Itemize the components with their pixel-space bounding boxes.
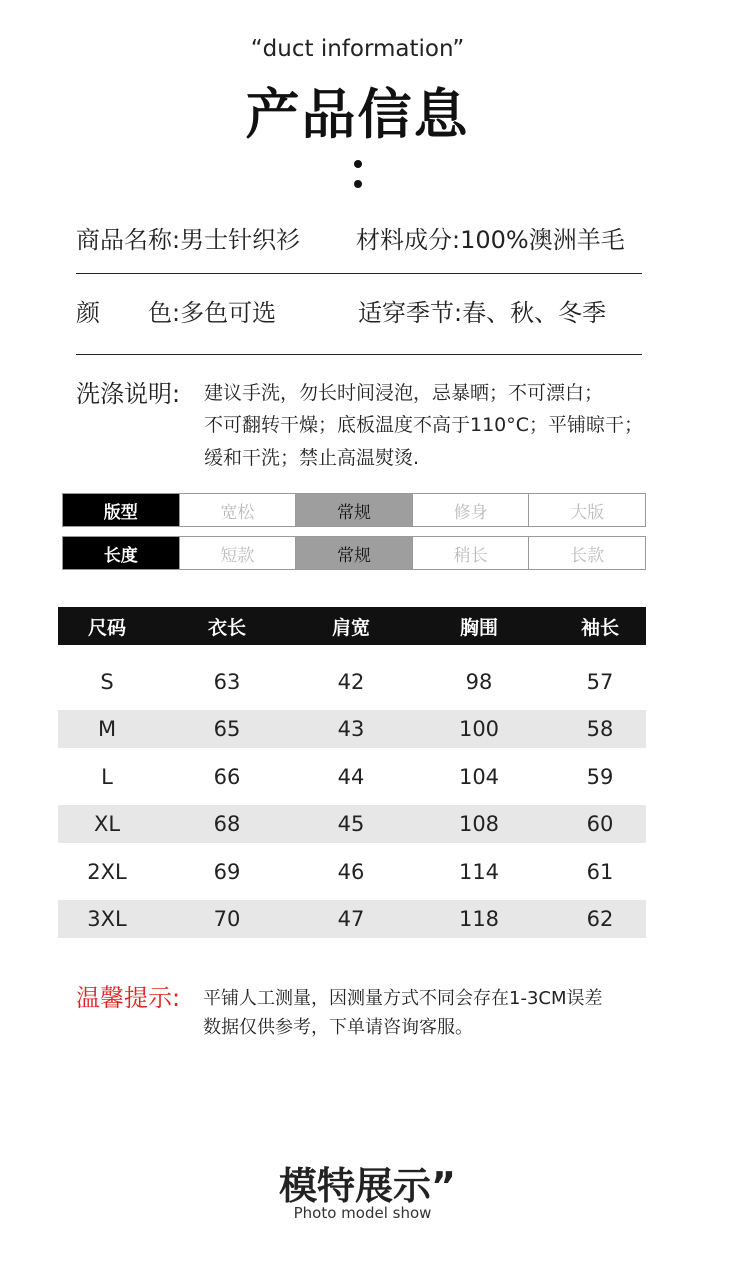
- size-table-header: [58, 607, 646, 645]
- table-row: [58, 853, 646, 891]
- tip-line: 平铺人工测量，因测量方式不同会存在1-3CM误差: [203, 988, 603, 1009]
- header-shoulder: 肩宽: [331, 616, 370, 639]
- tip-line: 数据仅供参考，下单请咨询客服。: [203, 1017, 473, 1038]
- shoulder-cell: 42: [337, 670, 365, 694]
- shoulder-cell: 43: [337, 717, 365, 741]
- length-cell: 69: [213, 860, 241, 884]
- size-cell: 2XL: [87, 860, 127, 884]
- model-section-subtitle: Photo model show: [293, 1204, 432, 1222]
- length-cell: 66: [213, 765, 241, 789]
- material-label: 材料成分:: [356, 226, 461, 254]
- length-cell: 68: [213, 812, 241, 836]
- washing-line: 建议手洗，勿长时间浸泡，忌暴晒；不可漂白；: [204, 382, 604, 404]
- shoulder-cell: 47: [337, 907, 365, 931]
- length-cell: 65: [213, 717, 241, 741]
- fit-option-loose: 宽松: [179, 494, 296, 526]
- name-value: 男士针织衫: [180, 226, 301, 254]
- table-row: [58, 758, 646, 796]
- length-label: 长度: [63, 537, 179, 569]
- table-row: [58, 805, 646, 843]
- washing-label: 洗涤说明:: [76, 380, 181, 408]
- fit-option-oversize: 大版: [528, 494, 645, 526]
- material-value: 100%澳洲羊毛: [460, 226, 625, 254]
- header-size: 尺码: [87, 616, 126, 639]
- sleeve-cell: 61: [586, 860, 614, 884]
- tip-label: 温馨提示:: [76, 984, 181, 1012]
- chest-cell: 108: [458, 812, 500, 836]
- fit-label: 版型: [63, 494, 179, 526]
- divider: [76, 273, 642, 274]
- header-length: 衣长: [207, 616, 246, 639]
- sleeve-cell: 59: [586, 765, 614, 789]
- season-label: 适穿季节:: [358, 299, 463, 327]
- info-color: [76, 293, 276, 328]
- length-option-regular: 常规: [295, 537, 412, 569]
- header-chest: 胸围: [459, 616, 498, 639]
- chest-cell: 114: [458, 860, 500, 884]
- length-cell: 70: [213, 907, 241, 931]
- table-row: [58, 663, 646, 701]
- info-material: [356, 220, 625, 255]
- header-sleeve: 袖长: [580, 616, 619, 639]
- size-cell: S: [100, 670, 114, 694]
- divider: [76, 354, 642, 355]
- name-label: 商品名称:: [76, 226, 181, 254]
- chest-cell: 118: [458, 907, 500, 931]
- length-option-long: 长款: [528, 537, 645, 569]
- sleeve-cell: 58: [586, 717, 614, 741]
- washing-line: 不可翻转干燥；底板温度不高于110°C；平铺晾干；: [204, 414, 644, 436]
- sleeve-cell: 57: [586, 670, 614, 694]
- fit-row: [62, 493, 646, 527]
- length-row: [62, 536, 646, 570]
- info-name: [76, 220, 300, 255]
- size-cell: L: [101, 765, 113, 789]
- table-row: [58, 710, 646, 748]
- chest-cell: 98: [465, 670, 493, 694]
- chest-cell: 104: [458, 765, 500, 789]
- shoulder-cell: 45: [337, 812, 365, 836]
- sleeve-cell: 62: [586, 907, 614, 931]
- chest-cell: 100: [458, 717, 500, 741]
- fit-option-regular: 常规: [295, 494, 412, 526]
- washing-line: 缓和干洗；禁止高温熨烫.: [204, 447, 420, 469]
- section-subtitle: “duct information”: [250, 36, 465, 62]
- length-cell: 63: [213, 670, 241, 694]
- size-cell: XL: [93, 812, 121, 836]
- colon-dot-bottom: [354, 180, 362, 188]
- season-value: 春、秋、冬季: [462, 299, 607, 327]
- sleeve-cell: 60: [586, 812, 614, 836]
- length-option-short: 短款: [179, 537, 296, 569]
- shoulder-cell: 46: [337, 860, 365, 884]
- shoulder-cell: 44: [337, 765, 365, 789]
- table-row: [58, 900, 646, 938]
- colon-dot-top: [354, 160, 362, 168]
- color-label: 颜 色:: [76, 299, 181, 327]
- size-cell: 3XL: [87, 907, 127, 931]
- section-title: 产品信息: [245, 83, 470, 146]
- length-option-slightly-long: 稍长: [412, 537, 529, 569]
- model-section-title: 模特展示”: [279, 1164, 456, 1208]
- info-season: [358, 293, 606, 328]
- color-value: 多色可选: [180, 299, 277, 327]
- size-cell: M: [97, 717, 117, 741]
- fit-option-slim: 修身: [412, 494, 529, 526]
